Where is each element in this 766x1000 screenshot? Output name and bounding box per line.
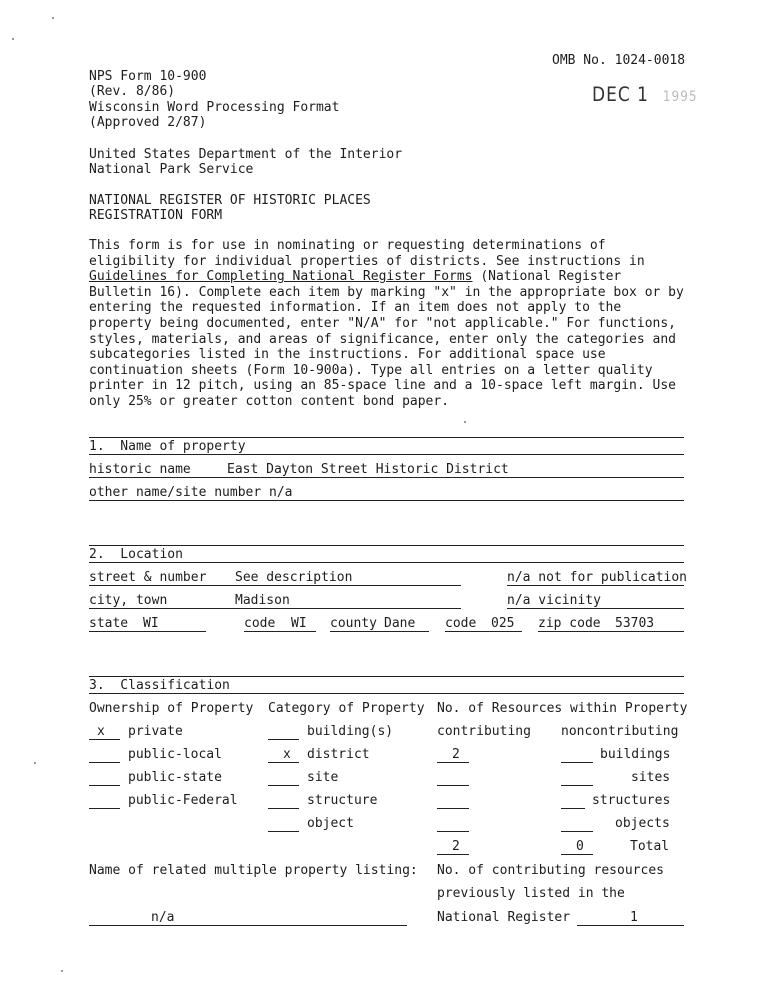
objects-label: objects [615, 816, 670, 831]
scan-speck [464, 421, 466, 423]
state-value: WI [143, 616, 159, 631]
structures-noncontributing-rule [561, 808, 585, 809]
county-value: Dane [384, 616, 416, 631]
previously-listed-line-1: No. of contributing resources [437, 863, 664, 878]
category-structure-box[interactable] [268, 808, 299, 809]
sites-contributing-rule [437, 785, 469, 786]
zip-value: 53703 [615, 616, 655, 631]
omb-number: OMB No. 1024-0018 [552, 53, 686, 68]
section2-top-rule [89, 545, 684, 546]
multiple-listing-label: Name of related multiple property listing: [89, 863, 418, 878]
category-site-box[interactable] [268, 785, 299, 786]
not-for-publication: n/a not for publication [507, 570, 688, 585]
historic-name-value: East Dayton Street Historic District [227, 462, 509, 477]
category-object-label: object [307, 816, 354, 831]
ownership-private-mark[interactable]: x [97, 724, 105, 739]
ownership-federal-box[interactable] [89, 808, 120, 809]
ownership-local-box[interactable] [89, 762, 120, 763]
historic-name-label: historic name [89, 462, 191, 477]
ownership-state-box[interactable] [89, 785, 120, 786]
category-object-box[interactable] [268, 831, 299, 832]
ownership-local-label: public-local [128, 747, 222, 762]
total-label: Total [630, 839, 670, 854]
section3-heading-rule [89, 693, 684, 694]
form-number-line: NPS Form 10-900 [89, 69, 207, 84]
section2-heading-rule [89, 562, 684, 563]
objects-noncontributing-rule [561, 831, 593, 832]
form-subtitle: REGISTRATION FORM [89, 208, 223, 223]
county-label: county [330, 616, 377, 631]
total-contributing: 2 [452, 839, 460, 854]
contributing-header: contributing [437, 724, 531, 739]
state-rule [89, 631, 206, 632]
city-rule [89, 608, 461, 609]
agency-service-line: National Park Service [89, 162, 254, 177]
street-rule [89, 585, 461, 586]
form-format-line: Wisconsin Word Processing Format [89, 100, 340, 115]
vicinity-rule [507, 608, 684, 609]
other-name-label: other name/site number [89, 485, 262, 500]
ownership-state-label: public-state [128, 770, 222, 785]
ownership-header: Ownership of Property [89, 701, 254, 716]
multiple-listing-rule [89, 925, 407, 926]
date-stamp: DEC 1 1995 [592, 83, 698, 107]
section2-heading: 2. Location [89, 547, 183, 562]
section3-top-rule [89, 676, 684, 677]
scan-speck [34, 762, 36, 764]
guidelines-link: Guidelines for Completing National Register Forms [89, 269, 473, 285]
sites-noncontributing-rule [561, 785, 593, 786]
total-noncontributing: 0 [576, 839, 584, 854]
section1-heading: 1. Name of property [89, 439, 246, 454]
structures-label: structures [592, 793, 671, 808]
state-code-value: WI [291, 616, 307, 631]
sites-label: sites [631, 770, 671, 785]
objects-contributing-rule [437, 831, 469, 832]
category-district-box[interactable] [268, 762, 299, 763]
county-code-rule [445, 631, 522, 632]
category-structure-label: structure [307, 793, 378, 808]
street-value: See description [235, 570, 353, 585]
buildings-label: buildings [600, 747, 671, 762]
scan-speck [61, 970, 63, 972]
category-building-box[interactable] [268, 739, 299, 740]
ownership-federal-label: public-Federal [128, 793, 238, 808]
zip-rule [538, 631, 684, 632]
previously-listed-line-2: previously listed in the [437, 886, 625, 901]
buildings-contributing-rule [437, 762, 469, 763]
other-name-value: n/a [269, 485, 293, 500]
previously-listed-rule [577, 925, 684, 926]
section3-heading: 3. Classification [89, 678, 230, 693]
scan-speck [12, 38, 14, 40]
agency-line: United States Department of the Interior [89, 147, 403, 162]
county-code-label: code [445, 616, 477, 631]
buildings-contributing: 2 [452, 747, 460, 762]
category-district-mark[interactable]: x [283, 747, 291, 762]
instructions-paragraph: This form is for use in nominating or requesting determinations of eligibility for individual properties of districts. See instructions in Guidelines for Completing National Register Forms (National Register Bulletin 16). Complete each item by marking "x" in the appropriate box or by entering the requested information. If an item does not apply to the property being documented, enter "N/A" for "not applicable." For functions, styles, materials, and areas of significance, enter only the categories and subcategories listed in the instructions. For additional space use continuation sheets (Form 10-900a). Type all entries on a letter quality printer in 12 pitch, using an 85-space line and a 10-space left margin. Use only 25% or greater cotton content bond paper. [89, 238, 684, 409]
category-building-label: building(s) [307, 724, 394, 739]
previously-listed-value: 1 [630, 910, 638, 925]
state-label: state [89, 616, 129, 631]
other-name-rule [89, 500, 684, 501]
noncontributing-header: noncontributing [561, 724, 679, 739]
city-value: Madison [235, 593, 290, 608]
scan-speck [52, 17, 54, 19]
total-noncontributing-rule [561, 854, 593, 855]
form-title: NATIONAL REGISTER OF HISTORIC PLACES [89, 193, 371, 208]
multiple-listing-value: n/a [151, 910, 175, 925]
structures-contributing-rule [437, 808, 469, 809]
category-district-label: district [307, 747, 370, 762]
previously-listed-line-3: National Register [437, 910, 571, 925]
category-header: Category of Property [268, 701, 425, 716]
state-code-label: code [244, 616, 276, 631]
vicinity: n/a vicinity [507, 593, 601, 608]
section1-top-rule [89, 437, 684, 438]
ownership-private-box[interactable] [89, 739, 120, 740]
zip-label: zip code [538, 616, 601, 631]
form-revision-line: (Rev. 8/86) [89, 84, 176, 99]
state-code-rule [244, 631, 316, 632]
county-code-value: 025 [491, 616, 515, 631]
street-label: street & number [89, 570, 207, 585]
not-for-publication-rule [507, 585, 684, 586]
section1-heading-rule [89, 454, 684, 455]
county-rule [330, 631, 429, 632]
city-label: city, town [89, 593, 168, 608]
ownership-private-label: private [128, 724, 183, 739]
form-approval-line: (Approved 2/87) [89, 115, 207, 130]
historic-name-rule [89, 477, 684, 478]
category-site-label: site [307, 770, 339, 785]
resources-header: No. of Resources within Property [437, 701, 688, 716]
total-contributing-rule [437, 854, 469, 855]
buildings-noncontributing-rule [561, 762, 593, 763]
